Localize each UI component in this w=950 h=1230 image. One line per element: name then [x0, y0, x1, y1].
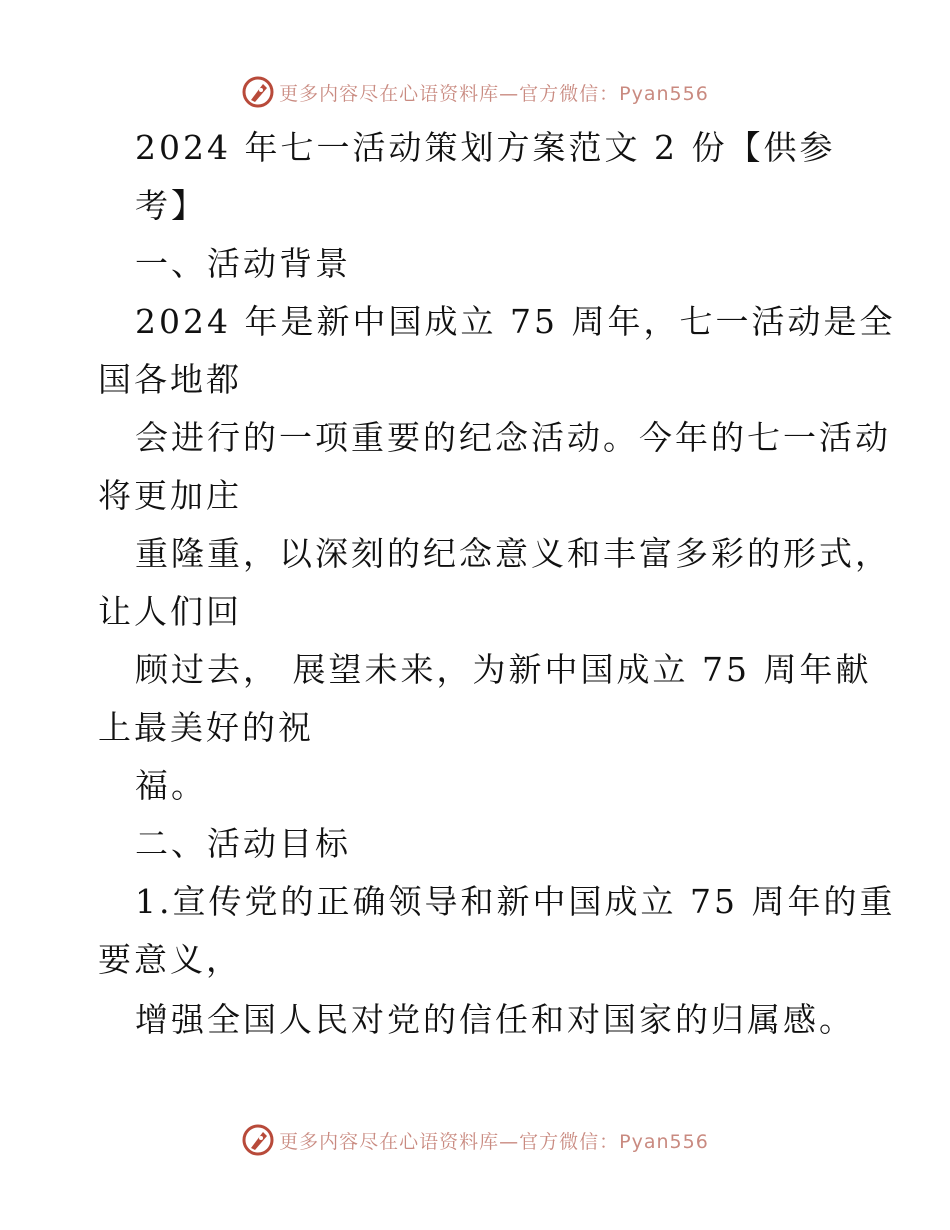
paragraph-line: 福。	[135, 766, 207, 805]
paragraph-line: 要意义，	[98, 940, 242, 979]
paragraph-line: 重隆重，以深刻的纪念意义和丰富多彩的形式，	[135, 534, 891, 573]
paragraph-line: 会进行的一项重要的纪念活动。今年的七一活动	[135, 418, 891, 457]
pen-nib-logo-icon	[241, 1123, 275, 1157]
footer-watermark-text: 更多内容尽在心语资料库—官方微信：Pyan556	[279, 1130, 709, 1153]
paragraph-line: 增强全国人民对党的信任和对国家的归属感。	[135, 1000, 855, 1039]
paragraph-line: 将更加庄	[98, 476, 242, 515]
paragraph-line: 让人们回	[98, 592, 242, 631]
document-title-line-2: 考】	[135, 186, 207, 225]
paragraph-line: 顾过去， 展望未来，为新中国成立 75 周年献	[135, 650, 872, 689]
document-title-line-1: 2024 年七一活动策划方案范文 2 份【供参	[135, 128, 836, 167]
paragraph-line: 2024 年是新中国成立 75 周年，七一活动是全	[135, 302, 896, 341]
section-heading-goals: 二、活动目标	[135, 824, 351, 863]
header-watermark	[0, 72, 950, 112]
paragraph-line: 1.宣传党的正确领导和新中国成立 75 周年的重	[135, 882, 896, 921]
footer-watermark	[0, 1120, 950, 1160]
pen-nib-logo-icon	[241, 75, 275, 109]
section-heading-background: 一、活动背景	[135, 244, 351, 283]
header-watermark-text: 更多内容尽在心语资料库—官方微信：Pyan556	[279, 82, 709, 105]
paragraph-line: 上最美好的祝	[98, 708, 314, 747]
paragraph-line: 国各地都	[98, 360, 242, 399]
